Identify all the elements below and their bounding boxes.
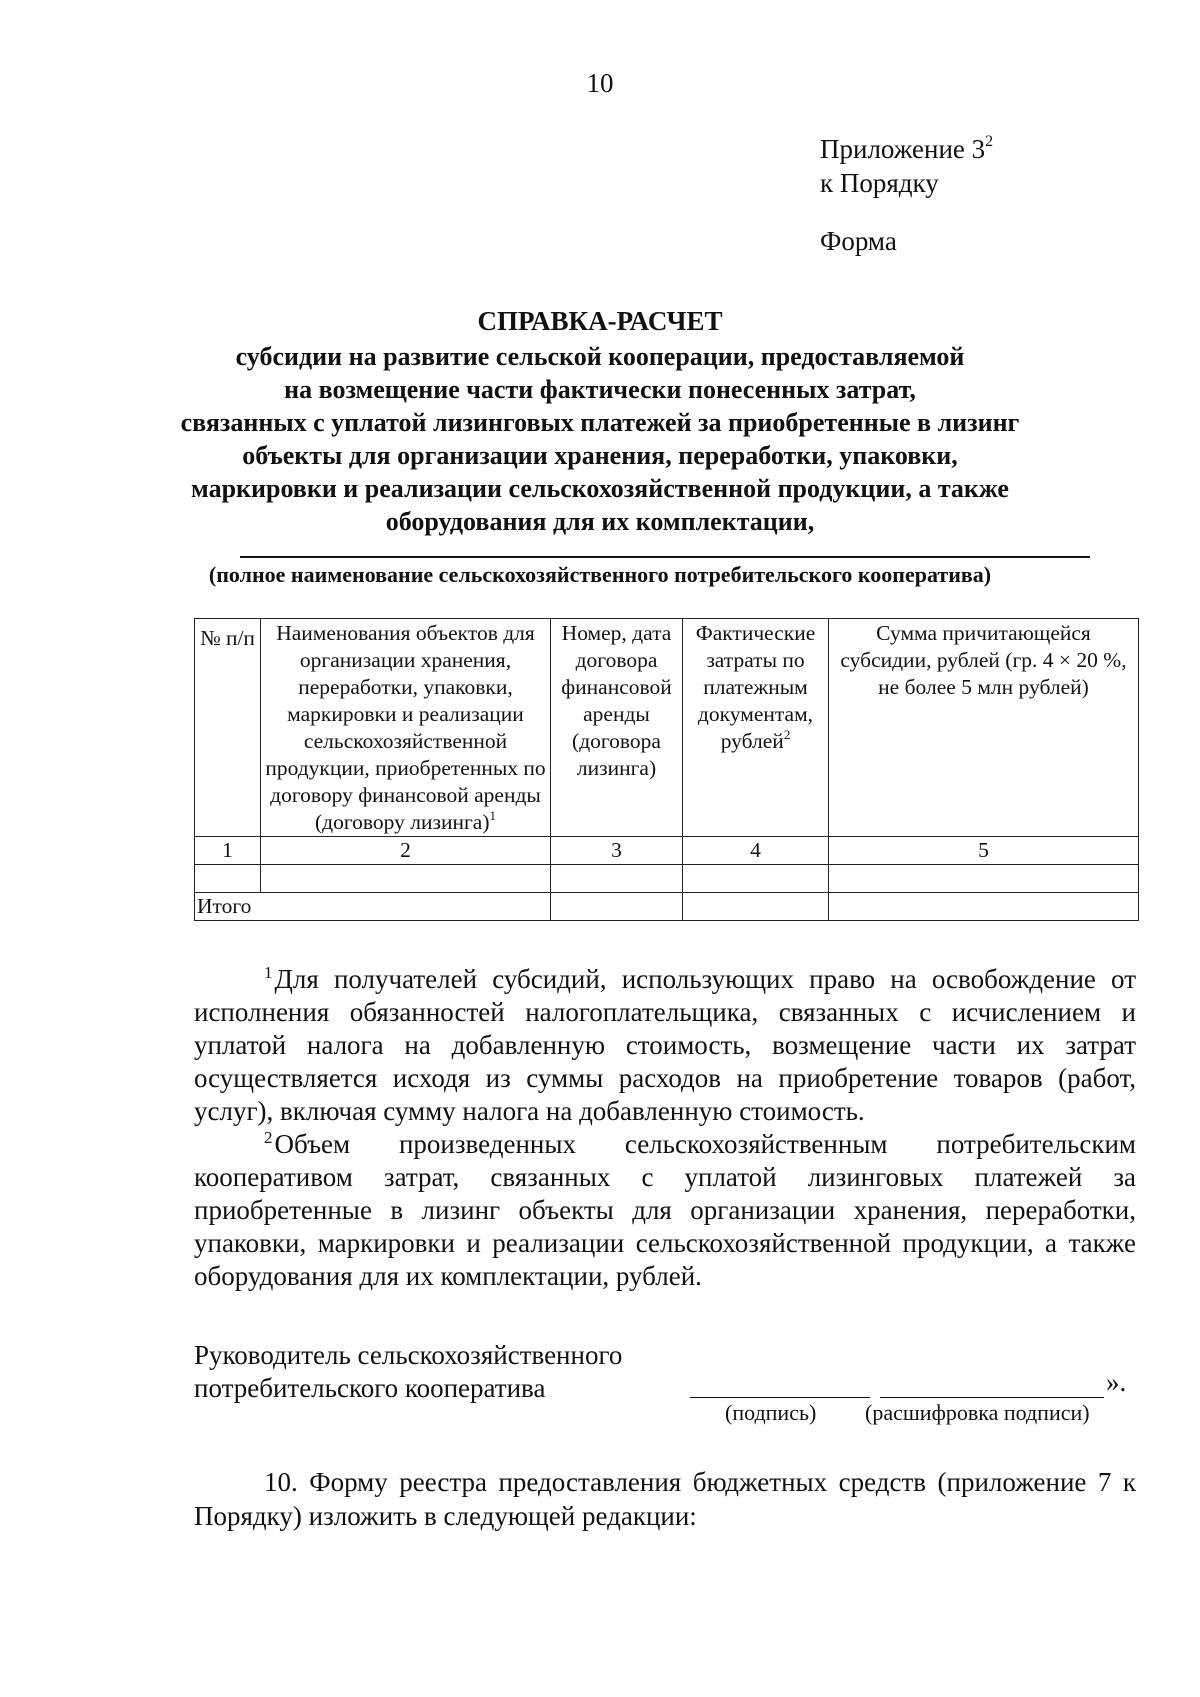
- table-cell: [551, 865, 683, 893]
- calculation-table: [194, 618, 1139, 921]
- paragraph-10: 10. Форму реестра предоставления бюджетных средств (приложение 7 к Порядку) изложить в следующей редакции:: [194, 1467, 1136, 1531]
- table-cell: [829, 865, 1139, 893]
- cooperative-name-caption: (полное наименование сельскохозяйственного потребительского кооператива): [208, 562, 992, 587]
- header-costs-sup: 2: [783, 727, 791, 742]
- table-cell: [261, 865, 551, 893]
- col-number-3: 3: [551, 837, 683, 865]
- table-cell: [829, 893, 1139, 921]
- total-label: Итого: [195, 893, 551, 921]
- appendix-ref: к Порядку: [820, 168, 939, 198]
- footnote-mark: 2: [264, 1128, 273, 1147]
- header-objects: [261, 619, 551, 837]
- table-cell: [195, 865, 261, 893]
- header-objects-text: Наименования объектов для организации хранения, переработки, упаковки, маркировки и реализации сельскохозяйственной продукции, приобретенных по договору финансовой аренды (договору лизинга): [265, 621, 546, 834]
- header-objects-sup: 1: [489, 808, 496, 823]
- subtitle-line: оборудования для их комплектации,: [385, 507, 815, 536]
- footnote-mark: 1: [264, 963, 273, 982]
- header-number: [195, 619, 261, 837]
- document-title: СПРАВКА-РАСЧЕТ: [477, 306, 723, 336]
- col-number-1: 1: [195, 837, 261, 865]
- footnote-1: [194, 963, 1136, 1128]
- footnote-2: [194, 1128, 1136, 1293]
- subtitle-line: на возмещение части фактически понесенных затрат,: [284, 375, 916, 404]
- header-number-text: № п/п: [200, 626, 255, 650]
- signature-line: [690, 1397, 870, 1398]
- table-cell: [683, 865, 829, 893]
- total-row: [195, 893, 1139, 921]
- appendix-title: [820, 132, 993, 166]
- column-numbers-row: [195, 837, 1139, 865]
- col-number-2: 2: [261, 837, 551, 865]
- subtitle-line: субсидии на развитие сельской кооперации, предоставляемой: [235, 342, 965, 371]
- signature-label: [194, 1339, 622, 1405]
- form-label: Форма: [820, 226, 897, 256]
- signature-label-line: потребительского кооператива: [194, 1373, 546, 1403]
- header-subsidy-text: Сумма причитающейся субсидии, рублей (гр. 4 × 20 %, не более 5 млн рублей): [840, 621, 1127, 699]
- header-subsidy: [829, 619, 1139, 837]
- subtitle-line: маркировки и реализации сельскохозяйственной продукции, а также: [191, 474, 1009, 503]
- subtitle-line: объекты для организации хранения, переработки, упаковки,: [242, 441, 958, 470]
- table-cell: [551, 893, 683, 921]
- signature-caption: (подпись): [725, 1400, 817, 1425]
- document-subtitle: [150, 340, 1050, 538]
- footnote-text: Для получателей субсидий, использующих право на освобождение от исполнения обязанностей налогоплательщика, связанных с исчислением и уплатой налога на добавленную стоимость, возмещение части их затрат осуществляется исходя из суммы расходов на приобретение товаров (работ, услуг), включая сумму налога на добавленную стоимость.: [194, 964, 1136, 1126]
- header-contract-text: Номер, дата договора финансовой аренды (договора лизинга): [561, 621, 672, 780]
- footnotes: [194, 963, 1136, 1293]
- header-costs: [683, 619, 829, 837]
- footnote-text: Объем произведенных сельскохозяйственным потребительским кооперативом затрат, связанных с уплатой лизинговых платежей за приобретенные в лизинг объекты для организации хранения, переработки, упаковки, маркировки и реализации сельскохозяйственной продукции, а также оборудования для их комплектации, рублей.: [194, 1129, 1136, 1291]
- header-costs-text: Фактические затраты по платежным документам, рублей: [695, 621, 816, 753]
- table-header-row: [195, 619, 1139, 837]
- table-row: [195, 865, 1139, 893]
- cooperative-name-line: [240, 556, 1090, 558]
- appendix-block: [820, 132, 993, 200]
- signature-decode-caption: (расшифровка подписи): [865, 1400, 1090, 1425]
- signature-end-mark: ».: [1106, 1367, 1127, 1397]
- subtitle-line: связанных с уплатой лизинговых платежей за приобретенные в лизинг: [180, 408, 1020, 437]
- col-number-5: 5: [829, 837, 1139, 865]
- header-contract: [551, 619, 683, 837]
- appendix-label: Приложение 3: [820, 134, 986, 164]
- col-number-4: 4: [683, 837, 829, 865]
- signature-label-line: Руководитель сельскохозяйственного: [194, 1340, 623, 1370]
- signature-decode-line: [880, 1397, 1104, 1398]
- table-cell: [683, 893, 829, 921]
- appendix-sup: 2: [985, 133, 994, 150]
- page-number: 10: [586, 68, 614, 98]
